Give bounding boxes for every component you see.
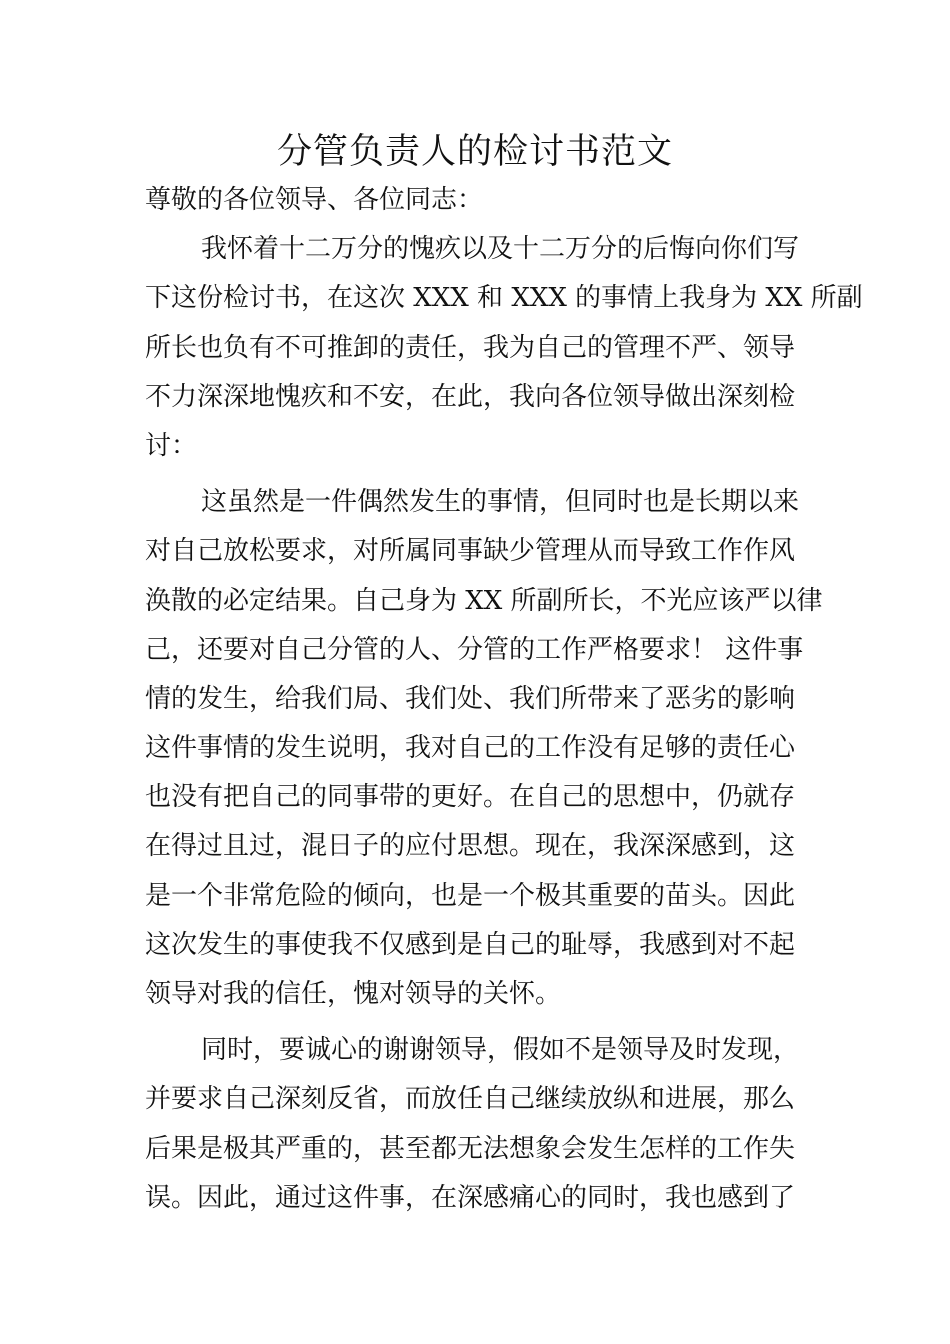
- document-title: 分管负责人的检讨书范文: [276, 132, 673, 172]
- paragraph-line: 不力深深地愧疚和不安，在此，我向各位领导做出深刻检: [145, 381, 796, 412]
- paragraph-line: 领导对我的信任，愧对领导的关怀。: [145, 979, 562, 1009]
- paragraph-line: 同时，要诚心的谢谢领导，假如不是领导及时发现，: [201, 1035, 800, 1066]
- paragraph-line: 己，还要对自己分管的人、分管的工作严格要求！ 这件事: [145, 634, 804, 665]
- paragraph-line: 也没有把自己的同事带的更好。在自己的思想中，仍就存: [145, 782, 796, 813]
- paragraph-line: 下这份检讨书，在这次 XXX 和 XXX 的事情上我身为 XX 所副: [145, 283, 863, 314]
- paragraph-line: 我怀着十二万分的愧疚以及十二万分的后悔向你们写: [201, 234, 800, 265]
- paragraph-line: 后果是极其严重的，甚至都无法想象会发生怎样的工作失: [145, 1133, 796, 1164]
- document-body: [145, 176, 863, 1223]
- salutation: 尊敬的各位领导、各位同志：: [145, 185, 484, 215]
- paragraph-line: 涣散的必定结果。自己身为 XX 所副所长，不光应该严以律: [145, 585, 823, 616]
- paragraph-line: 在得过且过，混日子的应付思想。现在，我深深感到，这: [145, 831, 796, 862]
- paragraph-3: [145, 1026, 810, 1223]
- paragraph-line: 讨：: [145, 430, 198, 461]
- paragraph-gap: [145, 471, 810, 478]
- paragraph-line: 这虽然是一件偶然发生的事情，但同时也是长期以来: [201, 487, 800, 518]
- paragraph-line: 这件事情的发生说明，我对自己的工作没有足够的责任心: [145, 733, 796, 764]
- paragraph-2: [145, 478, 823, 1019]
- paragraph-line: 这次发生的事使我不仅感到是自己的耻辱，我感到对不起: [145, 929, 796, 960]
- paragraph-line: 并要求自己深刻反省，而放任自己继续放纵和进展，那么: [145, 1084, 796, 1115]
- paragraph-line: 对自己放松要求，对所属同事缺少管理从而导致工作作风: [145, 536, 796, 567]
- paragraph-line: 是一个非常危险的倾向，也是一个极其重要的苗头。因此: [145, 880, 796, 911]
- paragraph-line: 情的发生，给我们局、我们处、我们所带来了恶劣的影响: [145, 683, 796, 714]
- paragraph-gap: [145, 1019, 810, 1026]
- paragraph-1: [145, 225, 863, 471]
- paragraph-line: 所长也负有不可推卸的责任，我为自己的管理不严、领导: [145, 332, 796, 363]
- paragraph-line: 误。因此，通过这件事，在深感痛心的同时，我也感到了: [145, 1182, 796, 1213]
